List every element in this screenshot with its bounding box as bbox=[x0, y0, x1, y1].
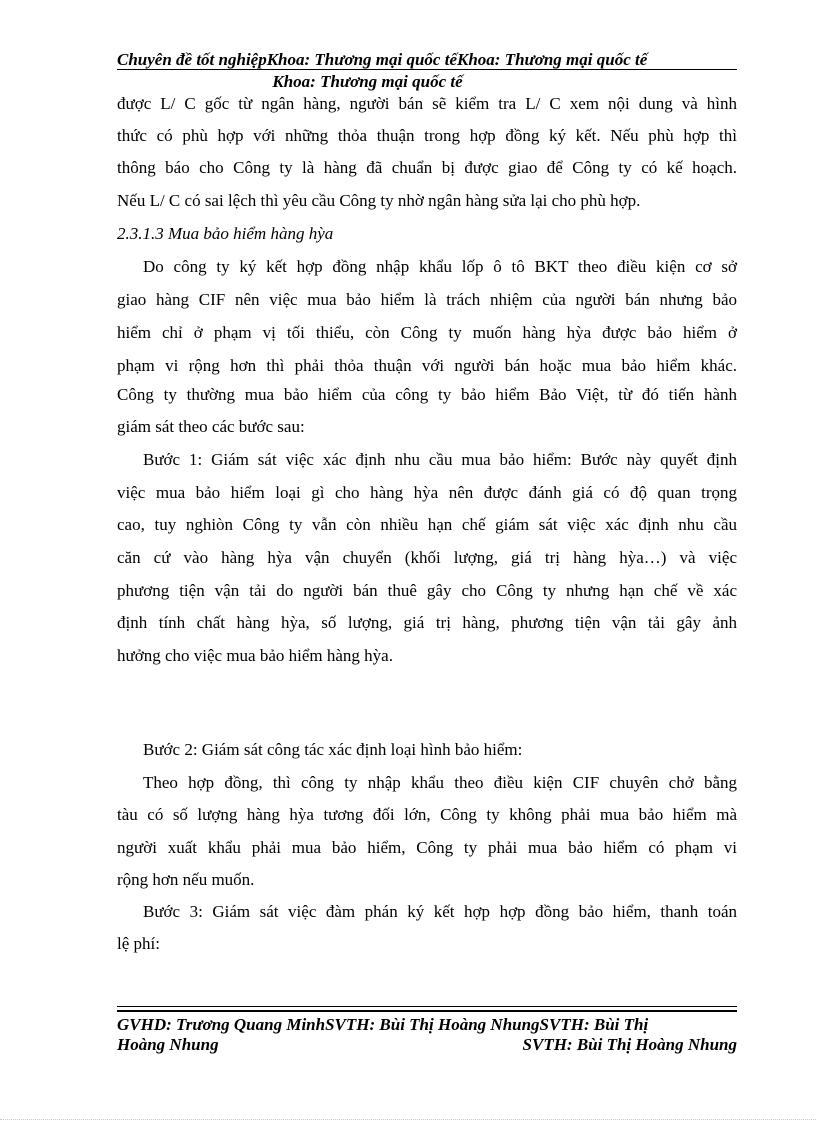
header-rule bbox=[117, 69, 737, 70]
text-line: định tính chất hàng hỳa, số lượng, giá trị hàng, phương tiện vận tải gây ảnh bbox=[117, 613, 737, 632]
text-line: Bước 1: Giám sát việc xác định nhu cầu mua bảo hiểm: Bước này quyết định bbox=[143, 450, 737, 469]
text-line: Nếu L/ C có sai lệch thì yêu cầu Công ty nhờ ngân hàng sửa lại cho phù hợp. bbox=[117, 191, 641, 210]
footer-name-left: Hoàng Nhung bbox=[117, 1035, 219, 1054]
footer-line-1: GVHD: Trương Quang MinhSVTH: Bùi Thị Hoàng NhungSVTH: Bùi Thị bbox=[117, 1015, 649, 1034]
text-line: Theo hợp đồng, thì công ty nhập khẩu theo điều kiện CIF chuyên chở bằng bbox=[143, 773, 737, 792]
footer-rule-top bbox=[117, 1006, 737, 1007]
text-line: phạm vi rộng hơn thì phải thỏa thuận với người bán hoặc mua bảo hiểm khác. bbox=[117, 356, 737, 375]
text-line: phương tiện vận tải do người bán thuê gây cho Công ty nhưng hạn chế về xác bbox=[117, 581, 737, 600]
footer-name-right: SVTH: Bùi Thị Hoàng Nhung bbox=[522, 1035, 737, 1054]
text-line: Công ty thường mua bảo hiểm của công ty bảo hiểm Bảo Việt, từ đó tiến hành bbox=[117, 385, 737, 404]
text-line: Bước 2: Giám sát công tác xác định loại hình bảo hiểm: bbox=[143, 740, 523, 759]
text-line: Bước 3: Giám sát việc đàm phán ký kết hợp hợp đồng bảo hiểm, thanh toán bbox=[143, 902, 737, 921]
text-line: tàu có số lượng hàng hỳa tương đối lớn, Công ty không phải mua bảo hiểm mà bbox=[117, 805, 737, 824]
text-line: thức có phù hợp với những thỏa thuận trong hợp đồng ký kết. Nếu phù hợp thì bbox=[117, 126, 737, 145]
section-heading: 2.3.1.3 Mua bảo hiểm hàng hỳa bbox=[117, 224, 334, 243]
text-line: thông báo cho Công ty là hàng đã chuẩn bị được giao để Công ty có kế hoạch. bbox=[117, 158, 737, 177]
text-line: lệ phí: bbox=[117, 934, 160, 953]
header-title: Chuyên đề tốt nghiệpKhoa: Thương mại quốc tếKhoa: Thương mại quốc tế bbox=[117, 50, 648, 69]
text-line: cao, tuy nghiòn Công ty vẫn còn nhiều hạn chế giám sát việc xác định nhu cầu bbox=[117, 515, 737, 534]
footer-rule-bottom bbox=[117, 1010, 737, 1012]
text-line: Do công ty ký kết hợp đồng nhập khẩu lốp ô tô BKT theo điều kiện cơ sở bbox=[143, 257, 737, 276]
text-line: người xuất khẩu phải mua bảo hiểm, Công ty phải mua bảo hiểm có phạm vi bbox=[117, 838, 737, 857]
header-subtitle: Khoa: Thương mại quốc tế bbox=[272, 72, 463, 91]
footer-line-2 bbox=[117, 1033, 737, 1057]
text-line: hưởng cho việc mua bảo hiểm hàng hỳa. bbox=[117, 646, 393, 665]
text-line: rộng hơn nếu muốn. bbox=[117, 870, 255, 889]
text-line: việc mua bảo hiểm loại gì cho hàng hỳa nên được đánh giá có độ quan trọng bbox=[117, 483, 737, 502]
text-line: giám sát theo các bước sau: bbox=[117, 417, 305, 436]
text-line: căn cứ vào hàng hỳa vận chuyển (khối lượng, giá trị hàng hỳa…) và việc bbox=[117, 548, 737, 567]
text-line: giao hàng CIF nên việc mua bảo hiểm là trách nhiệm của người bán nhưng bảo bbox=[117, 290, 737, 309]
page-bottom-border bbox=[0, 1119, 816, 1120]
text-line: được L/ C gốc từ ngân hàng, người bán sẽ kiểm tra L/ C xem nội dung và hình bbox=[117, 94, 737, 113]
text-line: hiểm chỉ ở phạm vị tối thiểu, còn Công ty muốn hàng hỳa được bảo hiểm ở bbox=[117, 323, 737, 342]
